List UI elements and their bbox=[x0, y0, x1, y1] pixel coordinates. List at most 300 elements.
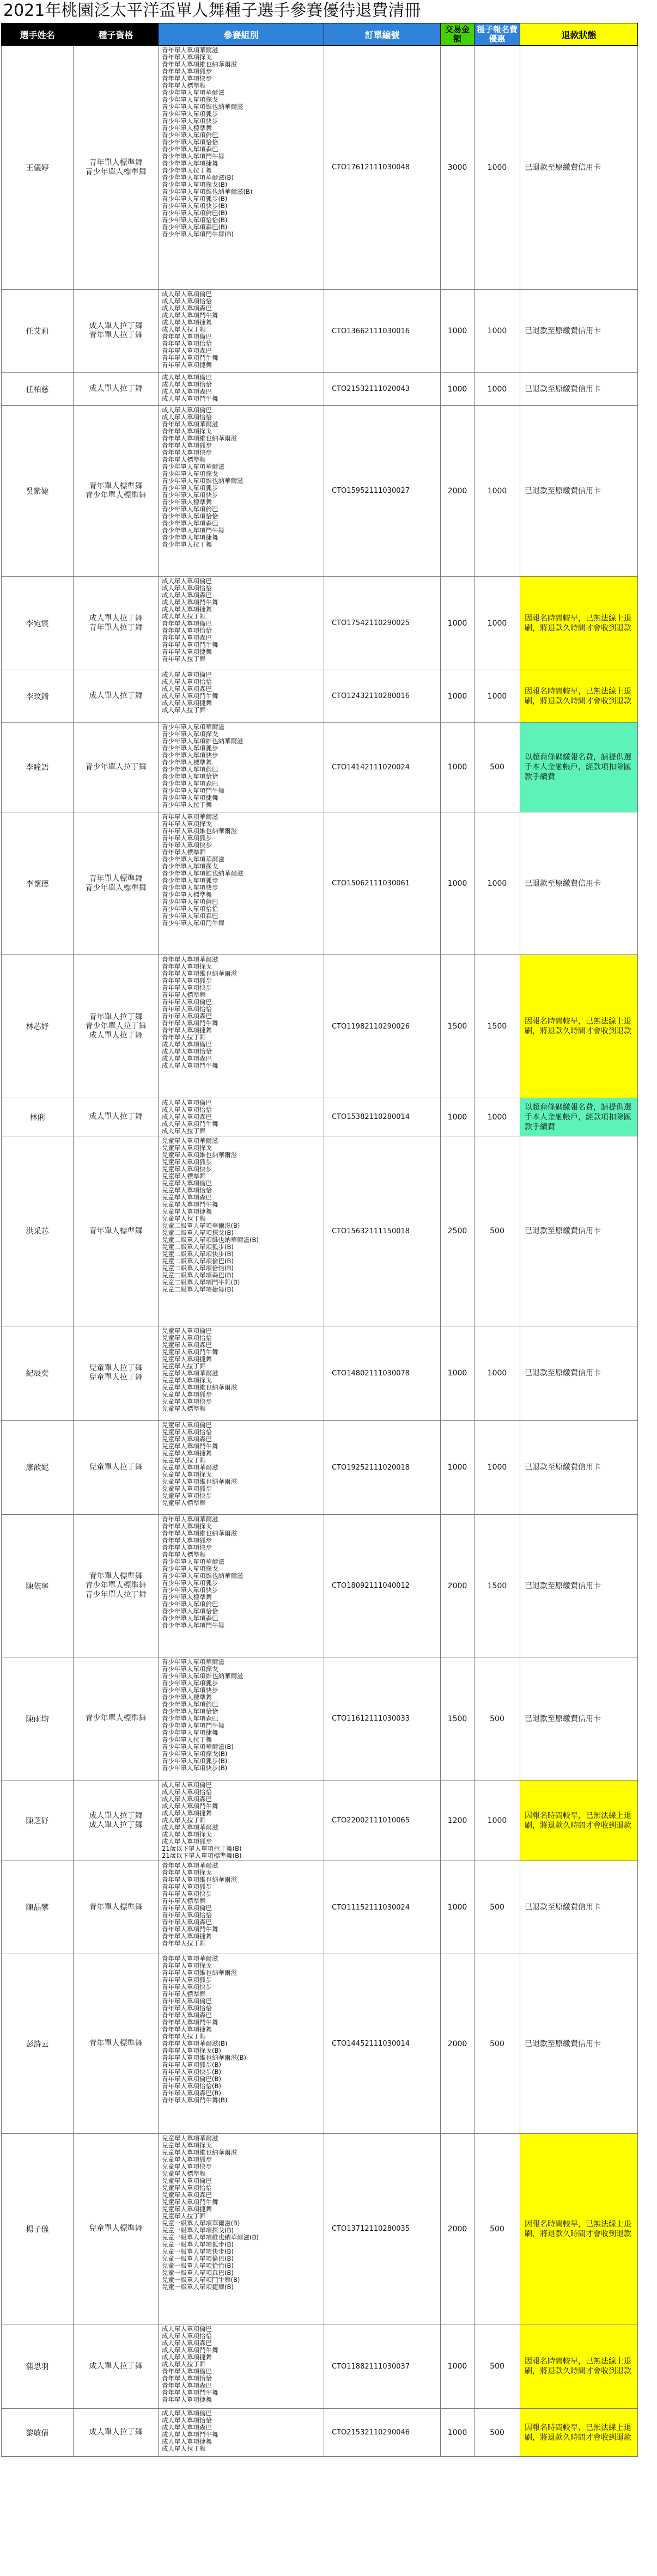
qualification-cell bbox=[74, 812, 159, 955]
events-cell bbox=[159, 723, 324, 812]
table-row bbox=[2, 1421, 638, 1515]
event-item: 青少年單人單項森巴 bbox=[162, 520, 218, 527]
qualification-item: 青年單人拉丁舞 bbox=[89, 1012, 143, 1021]
event-item: 青年單人單項狐步 bbox=[162, 977, 212, 984]
table-body bbox=[2, 46, 638, 2457]
event-item: 青年單人單項捷舞 bbox=[162, 648, 212, 656]
event-item: 兒童一級單人單項倫巴(B) bbox=[162, 2255, 234, 2262]
qualification-item: 成人單人拉丁舞 bbox=[89, 692, 143, 700]
event-item: 成人單人單項倫巴 bbox=[162, 2326, 212, 2333]
event-item: 青年單人單項恰恰 bbox=[162, 627, 212, 634]
event-item: 成人單人單項森巴 bbox=[162, 1055, 212, 1062]
refund-table bbox=[1, 23, 638, 2457]
event-item: 兒童單人單項恰恰 bbox=[162, 2185, 212, 2192]
event-item: 21歲以下單人單項拉丁舞(B) bbox=[162, 1845, 242, 1852]
qualification-cell bbox=[74, 1657, 159, 1780]
event-item: 青少年單人單項狐步 bbox=[162, 111, 218, 118]
event-item: 青少年單人單項恰恰 bbox=[162, 1608, 218, 1615]
event-item: 青少年單人單項森巴 bbox=[162, 146, 218, 153]
event-item: 成人單人單項捷舞 bbox=[162, 2354, 212, 2361]
event-item: 青少年單人單項狐步 bbox=[162, 1580, 218, 1587]
qualification-item: 成人單人拉丁舞 bbox=[89, 614, 143, 623]
events-cell bbox=[159, 2409, 324, 2457]
qualification-item: 成人單人拉丁舞 bbox=[89, 322, 143, 331]
event-item: 青少年單人單項鬥牛舞 bbox=[162, 1722, 224, 1729]
event-item: 兒童單人單項狐步 bbox=[162, 2156, 212, 2163]
qualification-item: 青年單人標準舞 bbox=[89, 1902, 143, 1912]
event-item: 青年單人單項森巴(B) bbox=[162, 2090, 221, 2097]
event-item: 青年單人標準舞 bbox=[162, 992, 206, 999]
events-cell bbox=[159, 577, 324, 670]
event-item: 青少年單人單項恰恰(B) bbox=[162, 217, 228, 224]
refund-status-cell: 因報名時間較早，已無法線上退刷，將退款久時間才會收到退款 bbox=[520, 2134, 638, 2324]
header-name: 選手姓名 bbox=[2, 23, 74, 46]
qualification-cell bbox=[74, 723, 159, 812]
event-item: 成人單人單項鬥牛舞 bbox=[162, 1121, 218, 1128]
event-item: 兒童單人拉丁舞 bbox=[162, 1457, 206, 1464]
events-cell bbox=[159, 1657, 324, 1780]
qualification-item: 成人單人拉丁舞 bbox=[89, 1820, 143, 1829]
table-row bbox=[2, 723, 638, 812]
event-item: 成人單人單項鬥牛舞 bbox=[162, 395, 218, 402]
event-item: 青少年單人單項恰恰 bbox=[162, 773, 218, 780]
event-item: 兒童單人單項恰恰 bbox=[162, 1187, 212, 1194]
event-item: 青年單人單項捷舞 bbox=[162, 362, 212, 369]
order-number-cell: CTO15632111150018 bbox=[324, 1136, 441, 1326]
athlete-name-cell: 李玟錡 bbox=[2, 670, 74, 723]
event-item: 成人單人單項森巴 bbox=[162, 2340, 212, 2347]
event-item: 青少年單人單項維也納華爾滋 bbox=[162, 738, 244, 745]
event-item: 成人單人單項華爾滋 bbox=[162, 1824, 218, 1831]
event-item: 兒童一級單人單項恰恰(B) bbox=[162, 2262, 234, 2269]
table-row bbox=[2, 1098, 638, 1136]
qualification-item: 青年單人標準舞 bbox=[89, 158, 143, 167]
transaction-amount-cell: 1000 bbox=[441, 1098, 474, 1136]
event-item: 青少年單人標準舞 bbox=[162, 759, 212, 766]
event-item: 青年單人單項探戈 bbox=[162, 963, 212, 970]
event-item: 青年單人單項倫巴 bbox=[162, 333, 212, 340]
event-item: 青年單人單項鬥牛舞 bbox=[162, 2019, 218, 2026]
table-row bbox=[2, 406, 638, 577]
event-item: 青年單人單項捷舞 bbox=[162, 2026, 212, 2033]
qualification-item: 兒童單人拉丁舞 bbox=[89, 1463, 143, 1472]
refund-status-cell: 已退款至原繳費信用卡 bbox=[520, 373, 638, 406]
qualification-cell bbox=[74, 2324, 159, 2409]
event-item: 兒童單人單項恰恰 bbox=[162, 1429, 212, 1436]
event-item: 兒童單人標準舞 bbox=[162, 2170, 206, 2177]
event-item: 青少年單人單項鬥牛舞 bbox=[162, 1622, 224, 1629]
transaction-amount-cell: 1000 bbox=[441, 1861, 474, 1954]
event-item: 青年單人單項華爾滋 bbox=[162, 421, 218, 428]
athlete-name-cell: 紀辰奕 bbox=[2, 1326, 74, 1421]
events-cell bbox=[159, 1780, 324, 1861]
event-item: 青少年單人單項倫巴 bbox=[162, 898, 218, 905]
event-item: 成人單人單項恰恰 bbox=[162, 2333, 212, 2340]
event-item: 青少年單人單項狐步 bbox=[162, 1680, 218, 1687]
transaction-amount-cell: 1000 bbox=[441, 2324, 474, 2409]
event-item: 兒童單人單項快步 bbox=[162, 1492, 212, 1500]
athlete-name-cell: 陳依寧 bbox=[2, 1515, 74, 1657]
event-item: 青年單人單項鬥牛舞 bbox=[162, 1020, 218, 1027]
event-item: 青少年單人單項恰恰 bbox=[162, 905, 218, 913]
seed-discount-cell: 1000 bbox=[474, 373, 520, 406]
qualification-item: 成人單人拉丁舞 bbox=[89, 384, 143, 393]
events-cell bbox=[159, 1861, 324, 1954]
event-item: 青少年單人單項探戈 bbox=[162, 1666, 218, 1673]
events-cell bbox=[159, 1515, 324, 1657]
seed-discount-cell: 1000 bbox=[474, 577, 520, 670]
athlete-name-cell: 李宛宸 bbox=[2, 577, 74, 670]
event-item: 青年單人單項維也納華爾滋 bbox=[162, 1876, 237, 1883]
event-item: 青少年單人單項探戈 bbox=[162, 96, 218, 103]
header-order: 訂單編號 bbox=[324, 23, 441, 46]
event-item: 成人單人單項恰恰 bbox=[162, 1048, 212, 1055]
event-item: 青年單人單項狐步 bbox=[162, 68, 212, 75]
header-seed: 種子報名費優惠 bbox=[474, 23, 520, 46]
event-item: 青少年單人單項華爾滋 bbox=[162, 89, 224, 96]
event-item: 兒童二級單人單項森巴(B) bbox=[162, 1272, 234, 1279]
event-item: 青年單人單項快步(B) bbox=[162, 2069, 221, 2076]
event-item: 兒童單人單項華爾滋 bbox=[162, 1370, 218, 1377]
event-item: 成人單人單項森巴 bbox=[162, 592, 212, 599]
seed-discount-cell: 1000 bbox=[474, 670, 520, 723]
qualification-cell bbox=[74, 1861, 159, 1954]
event-item: 青年單人單項森巴 bbox=[162, 2382, 212, 2389]
event-item: 青少年單人單項快步 bbox=[162, 1587, 218, 1594]
transaction-amount-cell: 1000 bbox=[441, 290, 474, 373]
event-item: 成人單人單項探戈 bbox=[162, 1831, 212, 1838]
event-item: 兒童一級單人單項狐步(B) bbox=[162, 2241, 234, 2248]
qualification-cell bbox=[74, 955, 159, 1098]
event-item: 青年單人單項恰恰(B) bbox=[162, 2083, 221, 2090]
table-row bbox=[2, 373, 638, 406]
table-row bbox=[2, 1954, 638, 2134]
seed-discount-cell: 500 bbox=[474, 1136, 520, 1326]
event-item: 兒童單人單項探戈 bbox=[162, 1377, 212, 1384]
event-item: 青年單人單項倫巴(B) bbox=[162, 2076, 221, 2083]
athlete-name-cell: 楊子儀 bbox=[2, 2134, 74, 2324]
event-item: 青少年單人單項快步 bbox=[162, 492, 218, 499]
events-cell bbox=[159, 1326, 324, 1421]
event-item: 兒童單人單項維也納華爾滋 bbox=[162, 1384, 237, 1391]
qualification-cell bbox=[74, 670, 159, 723]
event-item: 青少年單人單項維也納華爾滋 bbox=[162, 478, 244, 485]
qualification-item: 青年單人拉丁舞 bbox=[89, 331, 143, 340]
event-item: 21歲以下單人單項標準舞(B) bbox=[162, 1852, 242, 1859]
athlete-name-cell: 任柏慈 bbox=[2, 373, 74, 406]
event-item: 青少年單人單項探戈(B) bbox=[162, 181, 228, 188]
event-item: 兒童一級單人單項捷舞(B) bbox=[162, 2284, 234, 2291]
event-item: 兒童二級單人單項探戈(B) bbox=[162, 1229, 234, 1237]
refund-status-cell: 已退款至原繳費信用卡 bbox=[520, 1954, 638, 2134]
qualification-item: 青少年單人標準舞 bbox=[85, 883, 147, 892]
event-item: 兒童單人單項捷舞 bbox=[162, 2206, 212, 2213]
event-item: 青少年單人標準舞 bbox=[162, 125, 212, 132]
event-item: 青年單人拉丁舞 bbox=[162, 2033, 206, 2040]
event-item: 成人單人單項森巴 bbox=[162, 686, 212, 693]
event-item: 青年單人標準舞 bbox=[162, 849, 206, 856]
event-item: 青少年單人標準舞 bbox=[162, 499, 212, 506]
event-item: 成人單人單項倫巴 bbox=[162, 578, 212, 585]
event-item: 兒童單人單項維也納華爾滋 bbox=[162, 1152, 237, 1159]
transaction-amount-cell: 1000 bbox=[441, 670, 474, 723]
transaction-amount-cell: 3000 bbox=[441, 46, 474, 290]
qualification-item: 兒童單人拉丁舞 bbox=[89, 1373, 143, 1382]
table-row bbox=[2, 290, 638, 373]
refund-status-cell: 已退款至原繳費信用卡 bbox=[520, 1136, 638, 1326]
event-item: 青少年單人單項快步(B) bbox=[162, 1765, 228, 1772]
event-item: 青少年單人單項森巴 bbox=[162, 1715, 218, 1722]
event-item: 成人單人單項捷舞 bbox=[162, 319, 212, 326]
event-item: 青年單人單項倫巴 bbox=[162, 999, 212, 1006]
event-item: 青少年單人單項維也納華爾滋(B) bbox=[162, 188, 253, 195]
event-item: 成人單人拉丁舞 bbox=[162, 2445, 206, 2452]
refund-status-cell: 因報名時間較早，已無法線上退刷，將退款久時間才會收到退款 bbox=[520, 1780, 638, 1861]
qualification-item: 青少年單人標準舞 bbox=[85, 167, 147, 176]
event-item: 青年單人標準舞 bbox=[162, 82, 206, 89]
event-item: 兒童單人單項快步 bbox=[162, 1398, 212, 1405]
event-item: 成人單人單項倫巴 bbox=[162, 407, 212, 414]
event-item: 成人單人單項倫巴 bbox=[162, 1782, 212, 1789]
events-cell bbox=[159, 290, 324, 373]
event-item: 成人單人單項恰恰 bbox=[162, 1106, 212, 1113]
qualification-cell bbox=[74, 1098, 159, 1136]
event-item: 兒童單人單項探戈 bbox=[162, 1145, 212, 1152]
event-item: 青年單人單項快步 bbox=[162, 1890, 212, 1898]
event-item: 青年單人單項快步 bbox=[162, 449, 212, 456]
page-title: 2021年桃園泛太平洋盃單人舞種子選手參賽優待退費清冊 bbox=[3, 1, 421, 20]
event-item: 青年單人單項倫巴 bbox=[162, 620, 212, 627]
event-item: 青少年單人單項鬥牛舞 bbox=[162, 527, 224, 534]
event-item: 青少年單人單項維也納華爾滋 bbox=[162, 870, 244, 877]
event-item: 青少年單人單項探戈(B) bbox=[162, 1751, 228, 1758]
transaction-amount-cell: 1000 bbox=[441, 1326, 474, 1421]
event-item: 成人單人拉丁舞 bbox=[162, 707, 206, 714]
order-number-cell: CTO19252111020018 bbox=[324, 1421, 441, 1515]
event-item: 青少年單人單項探戈 bbox=[162, 470, 218, 478]
qualification-item: 青少年單人拉丁舞 bbox=[85, 1590, 147, 1599]
refund-status-cell: 因報名時間較早，已無法線上退刷，將退款久時間才會收到退款 bbox=[520, 670, 638, 723]
event-item: 青少年單人單項維也納華爾滋 bbox=[162, 1572, 244, 1580]
seed-discount-cell: 1000 bbox=[474, 290, 520, 373]
order-number-cell: CTO17612111030048 bbox=[324, 46, 441, 290]
table-row bbox=[2, 812, 638, 955]
event-item: 青少年單人單項探戈 bbox=[162, 731, 218, 738]
transaction-amount-cell: 2000 bbox=[441, 2134, 474, 2324]
event-item: 成人單人單項森巴 bbox=[162, 388, 212, 395]
event-item: 青少年單人單項捷舞 bbox=[162, 794, 218, 801]
event-item: 青年單人單項維也納華爾滋 bbox=[162, 435, 237, 442]
event-item: 青少年單人單項鬥牛舞 bbox=[162, 153, 224, 160]
athlete-name-cell: 李瞳語 bbox=[2, 723, 74, 812]
event-item: 青少年單人標準舞 bbox=[162, 891, 212, 898]
event-item: 成人單人單項恰恰 bbox=[162, 414, 212, 421]
order-number-cell: CTO11612111030033 bbox=[324, 1657, 441, 1780]
event-item: 兒童單人單項森巴 bbox=[162, 1342, 212, 1349]
event-item: 青年單人單項森巴 bbox=[162, 1919, 212, 1926]
order-number-cell: CTO21532111020043 bbox=[324, 373, 441, 406]
event-item: 青少年單人單項恰恰 bbox=[162, 513, 218, 520]
event-item: 青少年單人單項捷舞 bbox=[162, 1729, 218, 1736]
event-item: 成人單人單項倫巴 bbox=[162, 1041, 212, 1048]
event-item: 青年單人標準舞 bbox=[162, 456, 206, 463]
event-item: 青年單人單項恰恰 bbox=[162, 340, 212, 347]
event-item: 青年單人單項狐步(B) bbox=[162, 2061, 221, 2069]
qualification-item: 成人單人拉丁舞 bbox=[89, 2361, 143, 2371]
qualification-item: 青年單人拉丁舞 bbox=[89, 623, 143, 632]
event-item: 青少年單人單項鬥牛舞 bbox=[162, 787, 224, 794]
event-item: 青少年單人單項快步 bbox=[162, 752, 218, 759]
event-item: 青年單人單項快步 bbox=[162, 842, 212, 849]
event-item: 成人單人單項恰恰 bbox=[162, 1789, 212, 1796]
athlete-name-cell: 王儀婷 bbox=[2, 46, 74, 290]
event-item: 兒童一級單人單項探戈(B) bbox=[162, 2227, 234, 2234]
athlete-name-cell: 李懷德 bbox=[2, 812, 74, 955]
event-item: 青少年單人單項倫巴 bbox=[162, 132, 218, 139]
athlete-name-cell: 林芯妤 bbox=[2, 955, 74, 1098]
event-item: 成人單人單項恰恰 bbox=[162, 585, 212, 592]
event-item: 青年單人單項鬥牛舞 bbox=[162, 354, 218, 362]
event-item: 兒童單人單項快步 bbox=[162, 1166, 212, 1173]
event-item: 成人單人單項恰恰 bbox=[162, 2417, 212, 2424]
header-qualification: 種子資格 bbox=[74, 23, 159, 46]
event-item: 兒童單人單項鬥牛舞 bbox=[162, 2199, 218, 2206]
event-item: 成人單人單項倫巴 bbox=[162, 291, 212, 298]
event-item: 青年單人單項快步 bbox=[162, 1984, 212, 1991]
event-item: 成人單人單項倫巴 bbox=[162, 374, 212, 381]
event-item: 兒童單人單項倫巴 bbox=[162, 1327, 212, 1335]
event-item: 兒童單人拉丁舞 bbox=[162, 1215, 206, 1222]
event-item: 兒童一級單人單項森巴(B) bbox=[162, 2269, 234, 2277]
refund-status-cell: 因報名時間較早，已無法線上退刷，將退款久時間才會收到退款 bbox=[520, 955, 638, 1098]
event-item: 成人單人單項倫巴 bbox=[162, 671, 212, 678]
refund-status-cell: 已退款至原繳費信用卡 bbox=[520, 1861, 638, 1954]
event-item: 成人單人單項鬥牛舞 bbox=[162, 693, 218, 700]
event-item: 青少年單人拉丁舞 bbox=[162, 801, 212, 809]
qualification-cell bbox=[74, 290, 159, 373]
table-row bbox=[2, 670, 638, 723]
event-item: 兒童單人標準舞 bbox=[162, 1405, 206, 1412]
event-item: 兒童單人單項捷舞 bbox=[162, 1356, 212, 1363]
event-item: 青年單人單項森巴 bbox=[162, 1013, 212, 1020]
event-item: 青年單人單項狐步 bbox=[162, 442, 212, 449]
event-item: 成人單人單項捷舞 bbox=[162, 700, 212, 707]
order-number-cell: CTO17542110290025 bbox=[324, 577, 441, 670]
seed-discount-cell: 1500 bbox=[474, 1515, 520, 1657]
athlete-name-cell: 陳芝妤 bbox=[2, 1780, 74, 1861]
event-item: 成人單人單項狐步 bbox=[162, 1838, 212, 1845]
transaction-amount-cell: 1000 bbox=[441, 812, 474, 955]
event-item: 青年單人單項維也納華爾滋 bbox=[162, 61, 237, 68]
table-row bbox=[2, 1515, 638, 1657]
transaction-amount-cell: 1000 bbox=[441, 2409, 474, 2457]
qualification-item: 成人單人拉丁舞 bbox=[89, 1811, 143, 1820]
transaction-amount-cell: 2000 bbox=[441, 1954, 474, 2134]
table-row bbox=[2, 1326, 638, 1421]
event-item: 兒童單人拉丁舞 bbox=[162, 2213, 206, 2220]
events-cell bbox=[159, 812, 324, 955]
event-item: 兒童單人標準舞 bbox=[162, 1500, 206, 1507]
event-item: 兒童單人單項森巴 bbox=[162, 2192, 212, 2199]
event-item: 青少年單人單項捷舞 bbox=[162, 160, 218, 167]
qualification-item: 青少年單人標準舞 bbox=[85, 491, 147, 500]
order-number-cell: CTO22002111010065 bbox=[324, 1780, 441, 1861]
seed-discount-cell: 500 bbox=[474, 2134, 520, 2324]
event-item: 青年單人單項捷舞 bbox=[162, 2396, 212, 2403]
event-item: 青年單人單項森巴 bbox=[162, 347, 212, 354]
event-item: 青少年單人單項快步 bbox=[162, 118, 218, 125]
event-item: 青年單人單項快步 bbox=[162, 75, 212, 82]
event-item: 成人單人單項捷舞 bbox=[162, 1810, 212, 1817]
seed-discount-cell: 1000 bbox=[474, 1421, 520, 1515]
event-item: 青年單人單項探戈 bbox=[162, 428, 212, 435]
event-item: 青年單人單項狐步 bbox=[162, 1977, 212, 1984]
qualification-item: 青年單人標準舞 bbox=[89, 2039, 143, 2048]
event-item: 青少年單人拉丁舞 bbox=[162, 1736, 212, 1743]
order-number-cell: CTO11882111030037 bbox=[324, 2324, 441, 2409]
qualification-item: 青少年單人標準舞 bbox=[85, 1714, 147, 1723]
event-item: 青年單人單項森巴 bbox=[162, 2012, 212, 2019]
qualification-cell bbox=[74, 406, 159, 577]
refund-status-cell: 已退款至原繳費信用卡 bbox=[520, 406, 638, 577]
event-item: 青年單人單項鬥牛舞 bbox=[162, 641, 218, 648]
table-row bbox=[2, 2134, 638, 2324]
event-item: 青少年單人單項倫巴 bbox=[162, 1701, 218, 1708]
event-item: 青少年單人單項華爾滋 bbox=[162, 856, 224, 863]
event-item: 兒童單人單項探戈 bbox=[162, 2142, 212, 2149]
event-item: 兒童單人單項探戈 bbox=[162, 1471, 212, 1478]
qualification-cell bbox=[74, 1421, 159, 1515]
qualification-item: 青少年單人標準舞 bbox=[85, 1581, 147, 1590]
event-item: 青年單人單項恰恰 bbox=[162, 2005, 212, 2012]
event-item: 兒童單人單項鬥牛舞 bbox=[162, 1201, 218, 1208]
qualification-cell bbox=[74, 1954, 159, 2134]
qualification-cell bbox=[74, 1780, 159, 1861]
table-row bbox=[2, 2324, 638, 2409]
seed-discount-cell: 500 bbox=[474, 1657, 520, 1780]
athlete-name-cell: 陳品攀 bbox=[2, 1861, 74, 1954]
events-cell bbox=[159, 1098, 324, 1136]
transaction-amount-cell: 1000 bbox=[441, 373, 474, 406]
event-item: 兒童單人單項倫巴 bbox=[162, 1180, 212, 1187]
seed-discount-cell: 1000 bbox=[474, 1780, 520, 1861]
refund-status-cell: 已退款至原繳費信用卡 bbox=[520, 46, 638, 290]
event-item: 兒童單人單項狐步 bbox=[162, 1391, 212, 1398]
table-row bbox=[2, 1136, 638, 1326]
events-cell bbox=[159, 406, 324, 577]
event-item: 兒童單人標準舞 bbox=[162, 1173, 206, 1180]
event-item: 兒童單人單項恰恰 bbox=[162, 1335, 212, 1342]
events-cell bbox=[159, 46, 324, 290]
event-item: 兒童單人拉丁舞 bbox=[162, 1363, 206, 1370]
event-item: 青年單人拉丁舞 bbox=[162, 1940, 206, 1947]
event-item: 青年單人單項狐步 bbox=[162, 835, 212, 842]
order-number-cell: CTO14142111020024 bbox=[324, 723, 441, 812]
event-item: 青少年單人單項恰恰 bbox=[162, 139, 218, 146]
events-cell bbox=[159, 955, 324, 1098]
event-item: 成人單人單項鬥牛舞 bbox=[162, 2347, 218, 2354]
refund-status-cell: 以超商條碼繳報名費，請提供選手本人金融帳戶，經款項扣除匯款手續費 bbox=[520, 1098, 638, 1136]
event-item: 青少年單人單項鬥牛舞(B) bbox=[162, 231, 234, 238]
event-item: 兒童單人單項華爾滋 bbox=[162, 1464, 218, 1471]
event-item: 兒童單人單項維也納華爾滋 bbox=[162, 1478, 237, 1485]
qualification-cell bbox=[74, 577, 159, 670]
event-item: 青年單人單項維也納華爾滋 bbox=[162, 970, 237, 977]
events-cell bbox=[159, 2134, 324, 2324]
event-item: 青年單人拉丁舞 bbox=[162, 1034, 206, 1041]
event-item: 青年單人單項華爾滋 bbox=[162, 1516, 218, 1523]
table-row bbox=[2, 1657, 638, 1780]
